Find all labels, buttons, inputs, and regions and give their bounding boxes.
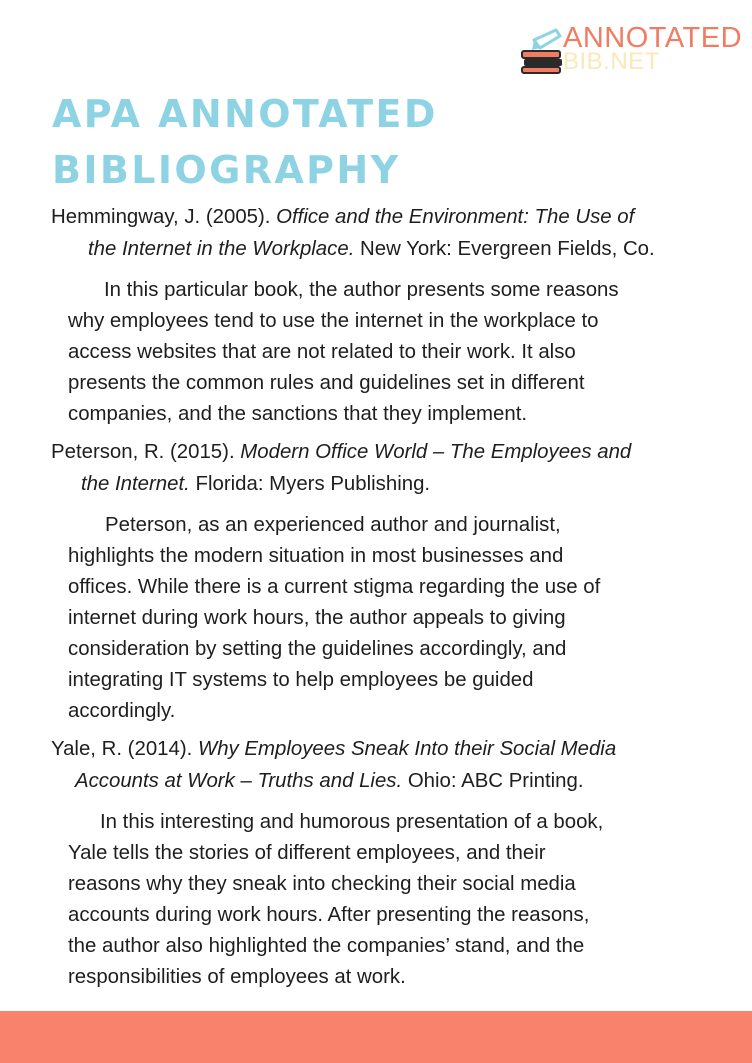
page-title-line-1: APA ANNOTATED bbox=[52, 92, 438, 136]
citation-title: Why Employees Sneak Into their Social Media bbox=[197, 738, 617, 760]
annotation-line: reasons why they sneak into checking their social media bbox=[68, 873, 576, 895]
annotation-line: presents the common rules and guidelines set in different bbox=[68, 372, 585, 394]
logo-line-annotated: ANNOTATED bbox=[563, 22, 743, 54]
annotation-line: companies, and the sanctions that they implement. bbox=[68, 403, 528, 425]
annotation bbox=[68, 807, 708, 993]
citation-title: Office and the Environment: The Use of bbox=[276, 206, 635, 228]
citation-line-1 bbox=[51, 733, 716, 765]
page-title bbox=[52, 86, 438, 198]
bibliography-entry bbox=[0, 201, 752, 430]
annotation-line: integrating IT systems to help employees be guided bbox=[68, 669, 534, 691]
annotation-line: accounts during work hours. After presenting the reasons, bbox=[68, 904, 590, 926]
annotation-line: In this particular book, the author presents some reasons bbox=[104, 279, 619, 301]
footer-bar bbox=[0, 1011, 752, 1063]
annotation-line: internet during work hours, the author appeals to giving bbox=[68, 607, 566, 629]
citation bbox=[51, 201, 716, 265]
citation-publisher: Florida: Myers Publishing. bbox=[189, 473, 431, 495]
citation-title-cont: the Internet. bbox=[81, 473, 190, 495]
citation-line-2 bbox=[51, 765, 716, 797]
citation-publisher: New York: Evergreen Fields, Co. bbox=[354, 238, 655, 260]
annotation-line: the author also highlighted the companies’ stand, and the bbox=[68, 935, 585, 957]
annotation-line: In this interesting and humorous presentation of a book, bbox=[100, 811, 604, 833]
citation-title-cont: the Internet in the Workplace. bbox=[88, 238, 355, 260]
annotation bbox=[68, 510, 708, 727]
annotation-line: highlights the modern situation in most businesses and bbox=[68, 545, 564, 567]
citation-author-year: Yale, R. (2014). bbox=[51, 738, 198, 760]
annotation-line: offices. While there is a current stigma regarding the use of bbox=[68, 576, 601, 598]
bibliography-entry bbox=[0, 436, 752, 727]
annotation bbox=[68, 275, 708, 430]
bibliography-list bbox=[0, 201, 752, 999]
annotation-line: access websites that are not related to their work. It also bbox=[68, 341, 576, 363]
annotation-line: accordingly. bbox=[68, 700, 176, 722]
citation-publisher: Ohio: ABC Printing. bbox=[402, 770, 584, 792]
site-logo[interactable] bbox=[520, 22, 742, 74]
bibliography-entry bbox=[0, 733, 752, 993]
citation-author-year: Peterson, R. (2015). bbox=[51, 441, 241, 463]
page-title-line-2: BIBLIOGRAPHY bbox=[52, 148, 401, 192]
citation-title-cont: Accounts at Work – Truths and Lies. bbox=[75, 770, 403, 792]
annotation-line: responsibilities of employees at work. bbox=[68, 966, 406, 988]
annotation-line: Peterson, as an experienced author and journalist, bbox=[105, 514, 561, 536]
citation bbox=[51, 436, 716, 500]
citation bbox=[51, 733, 716, 797]
annotation-line: Yale tells the stories of different employees, and their bbox=[68, 842, 546, 864]
citation-title: Modern Office World – The Employees and bbox=[240, 441, 632, 463]
annotation-line: consideration by setting the guidelines accordingly, and bbox=[68, 638, 567, 660]
annotation-line: why employees tend to use the internet in the workplace to bbox=[68, 310, 599, 332]
citation-author-year: Hemmingway, J. (2005). bbox=[51, 206, 277, 228]
books-pen-icon bbox=[520, 26, 564, 74]
citation-line-2 bbox=[51, 468, 716, 500]
citation-line-2 bbox=[51, 233, 716, 265]
citation-line-1 bbox=[51, 201, 716, 233]
logo-line-bibnet: BIB.NET bbox=[563, 48, 660, 75]
citation-line-1 bbox=[51, 436, 716, 468]
